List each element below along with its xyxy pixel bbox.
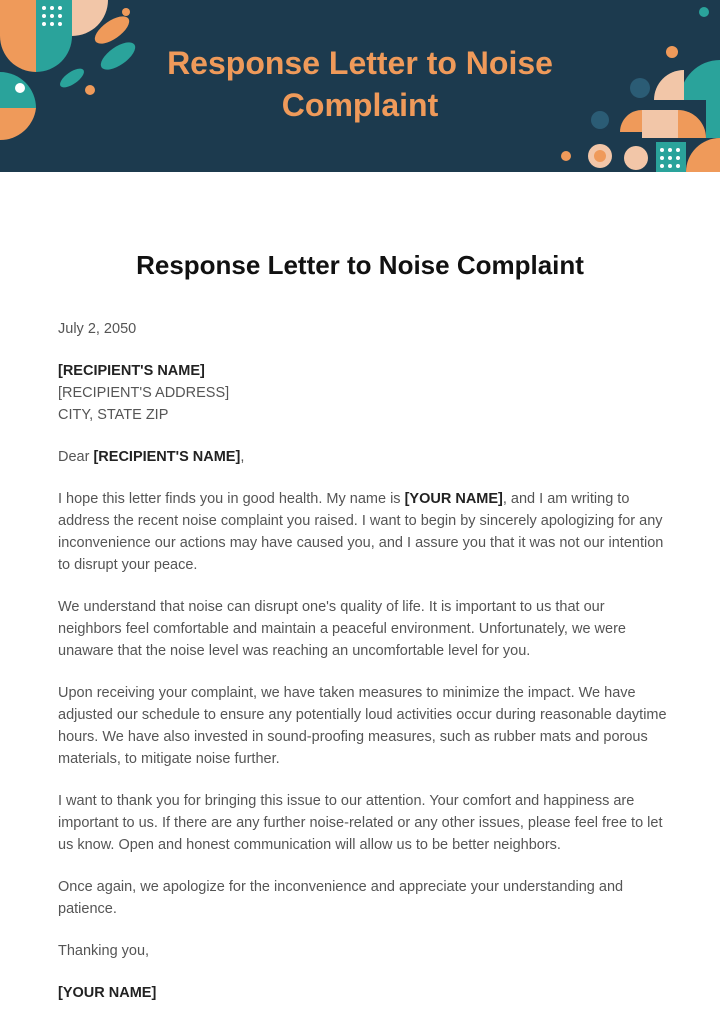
decor-dot: [594, 150, 606, 162]
paragraph-4: I want to thank you for bringing this issue to our attention. Your comfort and happiness are important to us. If there are any further noise-related or any other issues, please feel free to let us know. Open and honest communication will allow us to be better neighbors.: [58, 793, 663, 853]
decor-quarter-circle: [680, 60, 720, 100]
decor-dot: [561, 151, 571, 161]
decor-square: [0, 0, 36, 36]
paragraph-2: We understand that noise can disrupt one's quality of life. It is important to us that our neighbors feel comfortable and maintain a peaceful environment. Unfortunately, we were unaware that the noise level was reaching an uncomfortable level for you.: [58, 599, 626, 659]
decor-dot: [666, 46, 678, 58]
banner-title: [90, 42, 630, 126]
paragraph-1-after: , and I am writing to address the recent noise complaint you raised. I want to begin by sincerely apologizing for any inconvenience our actions may have caused you, and I assure you that it was not our intention to disrupt your peace.: [58, 491, 664, 573]
paragraph-5: Once again, we apologize for the inconvenience and appreciate your understanding and patience.: [58, 879, 624, 917]
recipient-city-state-zip: CITY, STATE ZIP: [58, 407, 169, 423]
closing: Thanking you,: [58, 943, 150, 959]
decor-square: [642, 110, 678, 138]
header-banner: [0, 0, 720, 172]
decor-quarter-circle: [686, 138, 720, 172]
salutation: [58, 446, 668, 468]
recipient-name: [RECIPIENT'S NAME]: [58, 363, 205, 379]
grid-dots-icon: [42, 6, 62, 26]
decor-quarter-circle: [678, 110, 706, 138]
recipient-address: [RECIPIENT'S ADDRESS]: [58, 385, 230, 401]
salutation-prefix: Dear: [58, 449, 94, 465]
decor-square: [706, 100, 720, 138]
decor-quarter-circle: [654, 70, 684, 100]
decor-dot: [699, 7, 709, 17]
recipient-block: [58, 360, 668, 426]
document-title: Response Letter to Noise Complaint: [136, 250, 584, 280]
decor-dot: [624, 146, 648, 170]
salutation-suffix: ,: [240, 449, 245, 465]
banner-title-line2: Complaint: [281, 87, 439, 123]
banner-title-line1: Response Letter to Noise: [167, 45, 553, 81]
paragraph-1: [58, 488, 668, 576]
decor-square: [36, 0, 72, 36]
decor-quarter-circle: [36, 36, 72, 72]
paragraph-1-name: [YOUR NAME]: [404, 491, 503, 507]
decor-quarter-circle: [0, 108, 36, 140]
salutation-name: [RECIPIENT'S NAME]: [93, 449, 241, 465]
decor-dot: [122, 8, 130, 16]
letter-date: July 2, 2050: [58, 321, 137, 337]
decor-dot: [15, 83, 25, 93]
decor-dot: [630, 78, 650, 98]
paragraph-3: Upon receiving your complaint, we have taken measures to minimize the impact. We have adjusted our schedule to ensure any potentially loud activities occur during reasonable daytime hours. We have also invested in sound-proofing measures, such as rubber mats and porous materials, to mitigate noise further.: [58, 685, 667, 767]
decor-quarter-circle: [0, 36, 36, 72]
grid-dots-icon: [660, 148, 680, 168]
letter-body: [58, 250, 668, 1004]
leaf-icon: [57, 65, 87, 91]
paragraph-1-before: I hope this letter finds you in good health. My name is: [58, 491, 405, 507]
signature: [YOUR NAME]: [58, 985, 157, 1001]
